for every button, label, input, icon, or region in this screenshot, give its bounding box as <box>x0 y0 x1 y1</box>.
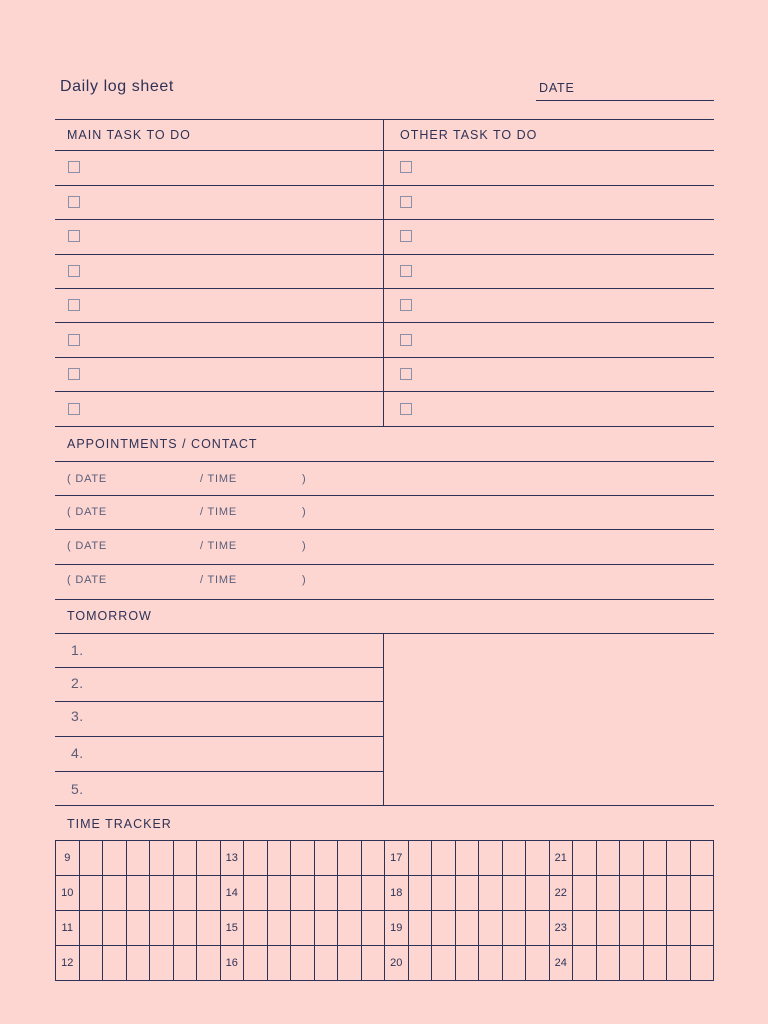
time-slot[interactable] <box>620 876 644 911</box>
time-tracker-grid <box>55 840 714 981</box>
hour-label: 13 <box>220 841 244 876</box>
divider <box>55 771 384 772</box>
time-slot[interactable] <box>267 841 291 876</box>
time-slot[interactable] <box>432 876 456 911</box>
divider <box>55 288 714 289</box>
divider <box>55 633 714 634</box>
time-slot[interactable] <box>502 911 526 946</box>
time-slot[interactable] <box>432 841 456 876</box>
time-slot[interactable] <box>314 946 338 981</box>
divider <box>55 701 384 702</box>
divider <box>55 185 714 186</box>
time-slot[interactable] <box>103 911 127 946</box>
time-slot[interactable] <box>667 841 691 876</box>
time-slot[interactable] <box>408 911 432 946</box>
time-slot[interactable] <box>667 946 691 981</box>
time-slot[interactable] <box>150 946 174 981</box>
time-slot[interactable] <box>338 911 362 946</box>
hour-label: 22 <box>549 876 573 911</box>
other-task-checkbox[interactable] <box>400 196 412 208</box>
other-task-header: OTHER TASK TO DO <box>400 128 538 142</box>
time-slot[interactable] <box>267 876 291 911</box>
time-slot[interactable] <box>526 841 550 876</box>
main-task-checkbox[interactable] <box>68 196 80 208</box>
time-slot[interactable] <box>690 876 714 911</box>
divider <box>55 599 714 600</box>
time-slot[interactable] <box>338 946 362 981</box>
time-slot[interactable] <box>314 876 338 911</box>
other-task-checkbox[interactable] <box>400 161 412 173</box>
hour-label: 23 <box>549 911 573 946</box>
time-slot[interactable] <box>620 841 644 876</box>
time-slot[interactable] <box>244 841 268 876</box>
hour-label: 14 <box>220 876 244 911</box>
time-slot[interactable] <box>291 911 315 946</box>
tomorrow-item-number: 3. <box>71 708 84 724</box>
time-slot[interactable] <box>596 911 620 946</box>
time-slot[interactable] <box>690 911 714 946</box>
tomorrow-item-number: 4. <box>71 745 84 761</box>
hour-label: 9 <box>56 841 80 876</box>
appointment-close: ) <box>302 473 307 485</box>
time-slot[interactable] <box>291 841 315 876</box>
appointment-date: ( DATE <box>67 574 108 586</box>
time-slot[interactable] <box>79 946 103 981</box>
main-task-checkbox[interactable] <box>68 403 80 415</box>
time-slot[interactable] <box>150 841 174 876</box>
time-slot[interactable] <box>173 876 197 911</box>
main-task-checkbox[interactable] <box>68 368 80 380</box>
hour-label: 17 <box>385 841 409 876</box>
column-divider <box>383 633 384 805</box>
time-slot[interactable] <box>432 911 456 946</box>
appointment-time: / TIME <box>200 574 237 586</box>
time-slot[interactable] <box>314 841 338 876</box>
appointment-date: ( DATE <box>67 540 108 552</box>
time-slot[interactable] <box>291 946 315 981</box>
time-slot[interactable] <box>667 876 691 911</box>
tomorrow-item-number: 5. <box>71 781 84 797</box>
time-slot[interactable] <box>103 841 127 876</box>
time-slot[interactable] <box>338 876 362 911</box>
divider <box>55 667 384 668</box>
divider <box>55 391 714 392</box>
appointment-time: / TIME <box>200 506 237 518</box>
time-slot[interactable] <box>643 911 667 946</box>
time-slot[interactable] <box>573 876 597 911</box>
time-slot[interactable] <box>596 876 620 911</box>
time-slot[interactable] <box>126 946 150 981</box>
main-task-checkbox[interactable] <box>68 334 80 346</box>
appointment-close: ) <box>302 574 307 586</box>
divider <box>55 495 714 496</box>
tomorrow-item-number: 1. <box>71 642 84 658</box>
time-slot[interactable] <box>620 946 644 981</box>
hour-label: 18 <box>385 876 409 911</box>
divider <box>55 529 714 530</box>
time-slot[interactable] <box>244 911 268 946</box>
appointment-date: ( DATE <box>67 506 108 518</box>
divider <box>55 736 384 737</box>
column-divider <box>383 119 384 426</box>
time-slot[interactable] <box>455 876 479 911</box>
hour-label: 12 <box>56 946 80 981</box>
time-slot[interactable] <box>690 946 714 981</box>
time-slot[interactable] <box>150 911 174 946</box>
hour-label: 16 <box>220 946 244 981</box>
other-task-checkbox[interactable] <box>400 230 412 242</box>
time-slot[interactable] <box>338 841 362 876</box>
time-tracker-row <box>56 841 714 876</box>
appointment-time: / TIME <box>200 473 237 485</box>
time-slot[interactable] <box>150 876 174 911</box>
time-slot[interactable] <box>267 946 291 981</box>
hour-label: 24 <box>549 946 573 981</box>
main-task-checkbox[interactable] <box>68 299 80 311</box>
time-slot[interactable] <box>643 946 667 981</box>
time-slot[interactable] <box>479 841 503 876</box>
time-slot[interactable] <box>173 911 197 946</box>
time-slot[interactable] <box>361 946 385 981</box>
time-tracker-row <box>56 946 714 981</box>
time-slot[interactable] <box>502 876 526 911</box>
time-slot[interactable] <box>502 946 526 981</box>
divider <box>55 219 714 220</box>
time-slot[interactable] <box>573 946 597 981</box>
time-slot[interactable] <box>643 876 667 911</box>
time-tracker-row <box>56 911 714 946</box>
time-slot[interactable] <box>667 911 691 946</box>
time-slot[interactable] <box>526 946 550 981</box>
time-slot[interactable] <box>643 841 667 876</box>
date-label: DATE <box>539 81 575 95</box>
time-slot[interactable] <box>620 911 644 946</box>
main-task-checkbox[interactable] <box>68 265 80 277</box>
time-slot[interactable] <box>479 876 503 911</box>
time-slot[interactable] <box>103 946 127 981</box>
other-task-checkbox[interactable] <box>400 403 412 415</box>
time-slot[interactable] <box>314 911 338 946</box>
time-slot[interactable] <box>244 876 268 911</box>
time-slot[interactable] <box>197 911 221 946</box>
appointment-date: ( DATE <box>67 473 108 485</box>
hour-label: 20 <box>385 946 409 981</box>
divider <box>55 564 714 565</box>
main-task-header: MAIN TASK TO DO <box>67 128 191 142</box>
time-slot[interactable] <box>408 876 432 911</box>
time-slot[interactable] <box>455 841 479 876</box>
time-slot[interactable] <box>596 841 620 876</box>
time-slot[interactable] <box>596 946 620 981</box>
divider <box>55 805 714 806</box>
time-slot[interactable] <box>408 841 432 876</box>
hour-label: 21 <box>549 841 573 876</box>
time-slot[interactable] <box>479 946 503 981</box>
time-slot[interactable] <box>291 876 315 911</box>
time-slot[interactable] <box>79 841 103 876</box>
divider <box>55 426 714 427</box>
appointment-time: / TIME <box>200 540 237 552</box>
time-slot[interactable] <box>361 876 385 911</box>
hour-label: 11 <box>56 911 80 946</box>
time-tracker-row <box>56 876 714 911</box>
time-slot[interactable] <box>479 911 503 946</box>
divider <box>55 254 714 255</box>
time-slot[interactable] <box>573 841 597 876</box>
page-title: Daily log sheet <box>60 78 174 95</box>
time-slot[interactable] <box>432 946 456 981</box>
tomorrow-item-number: 2. <box>71 675 84 691</box>
divider <box>55 357 714 358</box>
divider <box>55 322 714 323</box>
time-slot[interactable] <box>79 876 103 911</box>
time-slot[interactable] <box>690 841 714 876</box>
time-slot[interactable] <box>173 841 197 876</box>
hour-label: 10 <box>56 876 80 911</box>
time-slot[interactable] <box>197 876 221 911</box>
time-slot[interactable] <box>526 876 550 911</box>
time-slot[interactable] <box>79 911 103 946</box>
other-task-checkbox[interactable] <box>400 299 412 311</box>
other-task-checkbox[interactable] <box>400 368 412 380</box>
appointment-close: ) <box>302 540 307 552</box>
time-slot[interactable] <box>126 841 150 876</box>
appointments-label: APPOINTMENTS / CONTACT <box>67 437 258 451</box>
time-slot[interactable] <box>361 841 385 876</box>
time-slot[interactable] <box>502 841 526 876</box>
time-slot[interactable] <box>408 946 432 981</box>
time-slot[interactable] <box>197 841 221 876</box>
time-slot[interactable] <box>361 911 385 946</box>
main-task-checkbox[interactable] <box>68 230 80 242</box>
hour-label: 19 <box>385 911 409 946</box>
time-tracker-label: TIME TRACKER <box>67 817 172 831</box>
time-slot[interactable] <box>126 876 150 911</box>
time-slot[interactable] <box>244 946 268 981</box>
divider <box>55 119 714 120</box>
time-slot[interactable] <box>126 911 150 946</box>
time-slot[interactable] <box>197 946 221 981</box>
other-task-checkbox[interactable] <box>400 265 412 277</box>
time-slot[interactable] <box>173 946 197 981</box>
date-line[interactable] <box>536 100 714 101</box>
appointment-close: ) <box>302 506 307 518</box>
other-task-checkbox[interactable] <box>400 334 412 346</box>
hour-label: 15 <box>220 911 244 946</box>
time-slot[interactable] <box>455 946 479 981</box>
time-slot[interactable] <box>573 911 597 946</box>
main-task-checkbox[interactable] <box>68 161 80 173</box>
tomorrow-label: TOMORROW <box>67 609 152 623</box>
time-slot[interactable] <box>267 911 291 946</box>
time-slot[interactable] <box>455 911 479 946</box>
time-slot[interactable] <box>103 876 127 911</box>
divider <box>55 150 714 151</box>
divider <box>55 461 714 462</box>
time-slot[interactable] <box>526 911 550 946</box>
